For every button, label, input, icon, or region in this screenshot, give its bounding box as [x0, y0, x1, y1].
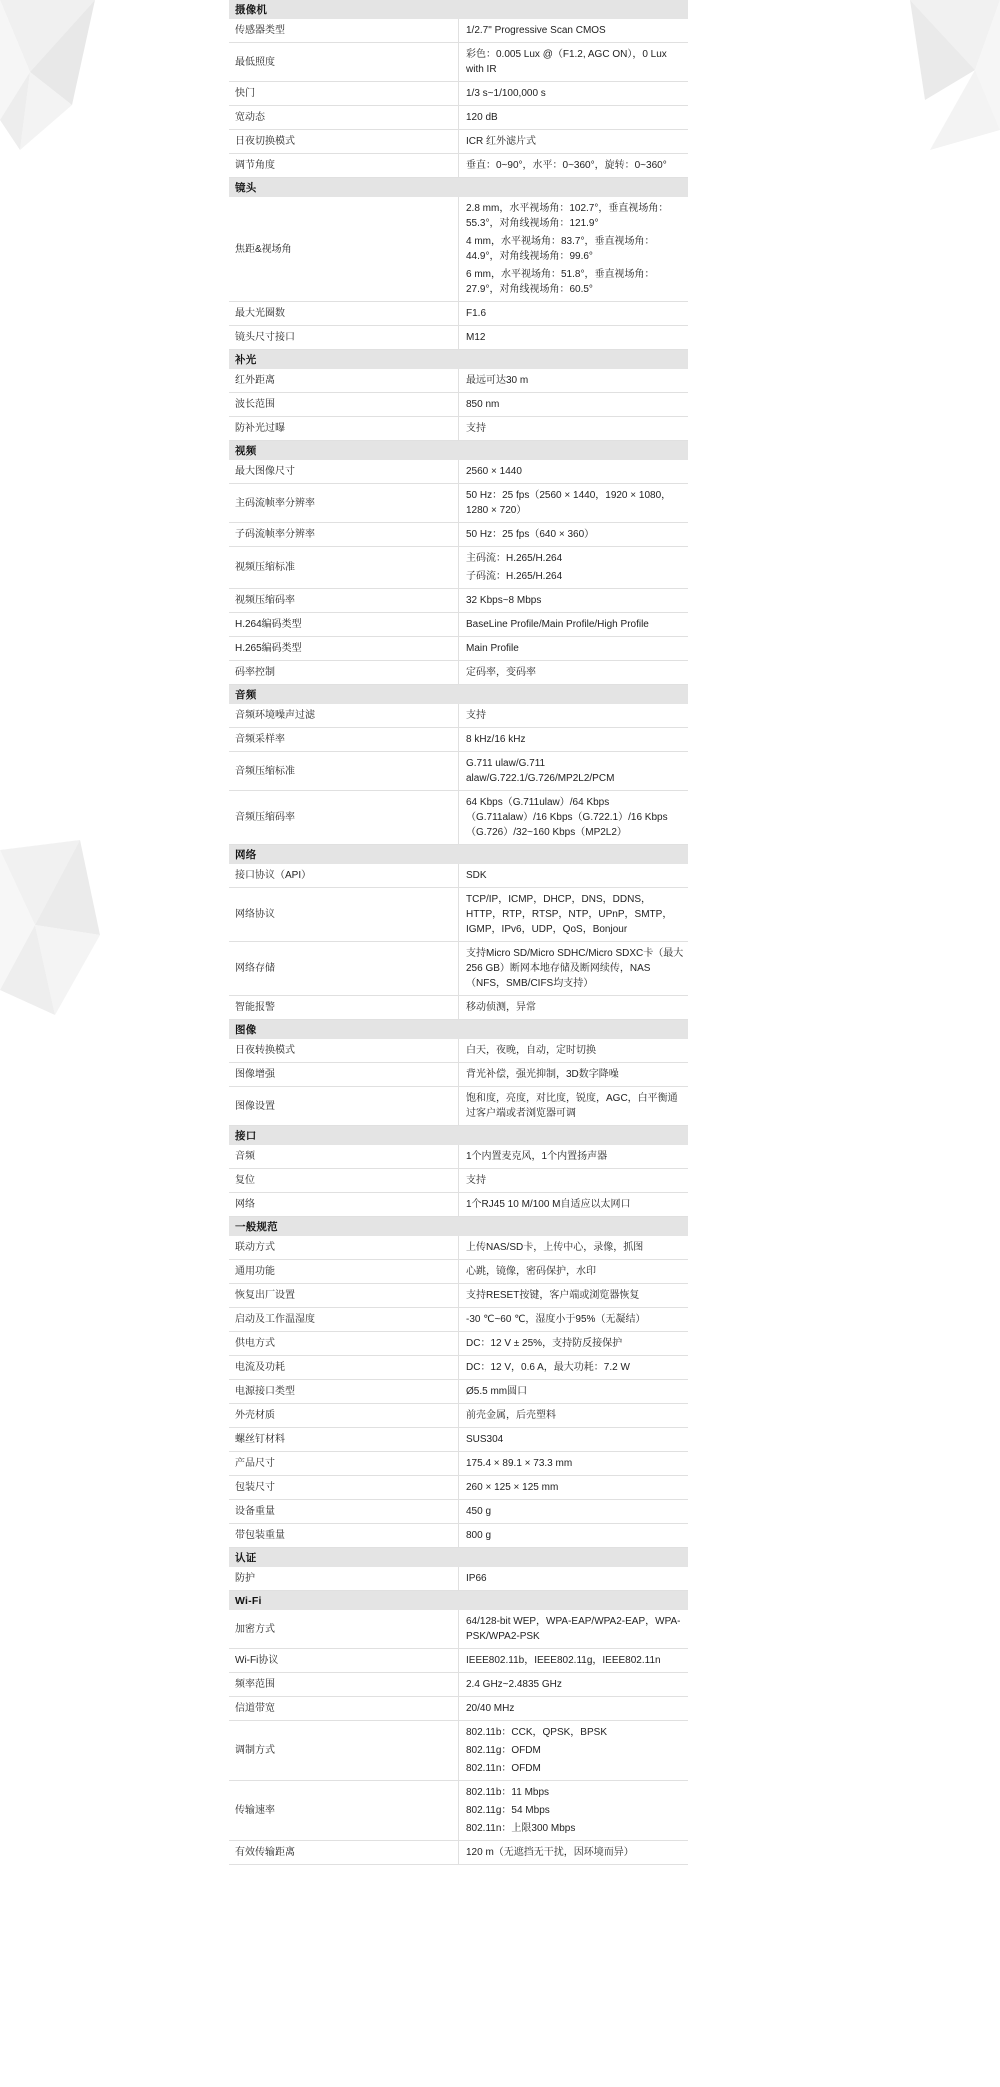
- spec-row: [229, 417, 688, 441]
- spec-row: [229, 1039, 688, 1063]
- section-title: 认证: [229, 1548, 688, 1568]
- spec-row: [229, 523, 688, 547]
- spec-key: 智能报警: [229, 996, 459, 1020]
- spec-value: [459, 637, 689, 661]
- spec-key: 最大光圈数: [229, 302, 459, 326]
- spec-key: Wi-Fi协议: [229, 1649, 459, 1673]
- spec-value-line: 主码流：H.265/H.264: [466, 553, 563, 564]
- spec-key: 联动方式: [229, 1236, 459, 1260]
- spec-row: [229, 613, 688, 637]
- spec-value-line: 支持: [466, 423, 486, 434]
- spec-row: [229, 1567, 688, 1591]
- spec-value: [459, 1721, 689, 1781]
- spec-key: 通用功能: [229, 1260, 459, 1284]
- section-title: 补光: [229, 350, 688, 370]
- spec-row: [229, 1697, 688, 1721]
- spec-value-line: 彩色：0.005 Lux @（F1.2, AGC ON），0 Lux with IR: [466, 49, 667, 75]
- section-header-audio: [229, 685, 688, 705]
- section-header-network: [229, 845, 688, 865]
- spec-key: 焦距&视场角: [229, 197, 459, 302]
- spec-row: [229, 1380, 688, 1404]
- spec-value-line: 前壳金属，后壳塑料: [466, 1410, 556, 1421]
- spec-value-line: 175.4 × 89.1 × 73.3 mm: [466, 1458, 573, 1469]
- specification-table-body: [229, 0, 688, 1865]
- spec-value-line: 64/128-bit WEP，WPA-EAP/WPA2-EAP，WPA-PSK/WPA2-PSK: [466, 1616, 681, 1642]
- section-title: 摄像机: [229, 0, 688, 19]
- spec-value-line: 1/3 s~1/100,000 s: [466, 88, 546, 99]
- spec-value-line: 饱和度，亮度，对比度，锐度，AGC，白平衡通过客户端或者浏览器可调: [466, 1093, 678, 1119]
- spec-value: [459, 1841, 689, 1865]
- spec-row: [229, 484, 688, 523]
- spec-row: [229, 1193, 688, 1217]
- spec-key: 音频采样率: [229, 728, 459, 752]
- spec-key: 音频环境噪声过滤: [229, 704, 459, 728]
- spec-value: [459, 460, 689, 484]
- spec-value-line: 背光补偿，强光抑制，3D数字降噪: [466, 1069, 619, 1080]
- spec-key: 最低照度: [229, 43, 459, 82]
- spec-value-line: 1/2.7" Progressive Scan CMOS: [466, 25, 606, 36]
- spec-key: H.265编码类型: [229, 637, 459, 661]
- spec-value-line: 移动侦测，异常: [466, 1002, 536, 1013]
- spec-value-line: 802.11b：CCK，QPSK，BPSK: [466, 1727, 607, 1738]
- spec-key: 红外距离: [229, 369, 459, 393]
- spec-value: [459, 1610, 689, 1649]
- spec-value-line: 120 m（无遮挡无干扰，因环境而异）: [466, 1847, 634, 1858]
- spec-value-line: 支持RESET按键，客户端或浏览器恢复: [466, 1290, 640, 1301]
- spec-row: [229, 1610, 688, 1649]
- decorative-polygon-top-right: [870, 0, 1000, 160]
- spec-key: 码率控制: [229, 661, 459, 685]
- section-title: Wi-Fi: [229, 1591, 688, 1611]
- spec-row: [229, 1673, 688, 1697]
- spec-value: [459, 1260, 689, 1284]
- section-header-general: [229, 1217, 688, 1237]
- section-header-image: [229, 1020, 688, 1040]
- spec-value: [459, 393, 689, 417]
- spec-key: 网络协议: [229, 888, 459, 942]
- spec-row: [229, 154, 688, 178]
- spec-key: 波长范围: [229, 393, 459, 417]
- spec-key: 电源接口类型: [229, 1380, 459, 1404]
- spec-value: [459, 43, 689, 82]
- spec-row: [229, 1308, 688, 1332]
- spec-value-line: 支持: [466, 710, 486, 721]
- spec-key: 外壳材质: [229, 1404, 459, 1428]
- spec-key: 传输速率: [229, 1781, 459, 1841]
- spec-row: [229, 1356, 688, 1380]
- spec-row: [229, 19, 688, 43]
- spec-row: [229, 996, 688, 1020]
- spec-value-line: 50 Hz：25 fps（2560 × 1440，1920 × 1080，1280 × 720）: [466, 490, 672, 516]
- spec-key: 螺丝钉材料: [229, 1428, 459, 1452]
- spec-row: [229, 791, 688, 845]
- spec-value: [459, 154, 689, 178]
- spec-key: 网络存储: [229, 942, 459, 996]
- spec-row: [229, 43, 688, 82]
- spec-value-line: M12: [466, 332, 486, 343]
- spec-value: [459, 613, 689, 637]
- spec-value: [459, 484, 689, 523]
- spec-row: [229, 1428, 688, 1452]
- section-header-camera: [229, 0, 688, 19]
- spec-value-line: 心跳，镜像，密码保护，水印: [466, 1266, 596, 1277]
- spec-key: 音频压缩标准: [229, 752, 459, 791]
- spec-value-line: 6 mm，水平视场角：51.8°，垂直视场角：27.9°，对角线视场角：60.5°: [466, 269, 655, 295]
- spec-row: [229, 460, 688, 484]
- section-title: 网络: [229, 845, 688, 865]
- section-header-wifi: [229, 1591, 688, 1611]
- spec-row: [229, 1841, 688, 1865]
- spec-value-line: 2.4 GHz~2.4835 GHz: [466, 1679, 562, 1690]
- spec-key: 视频压缩码率: [229, 589, 459, 613]
- spec-key: 传感器类型: [229, 19, 459, 43]
- spec-row: [229, 1087, 688, 1126]
- section-header-certification: [229, 1548, 688, 1568]
- spec-value: [459, 326, 689, 350]
- spec-value-line: DC：12 V ± 25%，支持防反接保护: [466, 1338, 623, 1349]
- spec-value: [459, 197, 689, 302]
- spec-value: [459, 1404, 689, 1428]
- spec-value: [459, 19, 689, 43]
- spec-value: [459, 1193, 689, 1217]
- spec-value-line: SUS304: [466, 1434, 504, 1445]
- spec-key: 音频压缩码率: [229, 791, 459, 845]
- spec-row: [229, 637, 688, 661]
- spec-key: 子码流帧率分辨率: [229, 523, 459, 547]
- spec-value-line: F1.6: [466, 308, 487, 319]
- spec-value: [459, 1039, 689, 1063]
- spec-value: [459, 1380, 689, 1404]
- spec-value: [459, 369, 689, 393]
- spec-key: 供电方式: [229, 1332, 459, 1356]
- spec-value-line: ICR 红外滤片式: [466, 136, 536, 147]
- spec-value-line: 上传NAS/SD卡，上传中心，录像，抓图: [466, 1242, 644, 1253]
- spec-key: 有效传输距离: [229, 1841, 459, 1865]
- spec-value-line: 802.11g：54 Mbps: [466, 1805, 550, 1816]
- spec-row: [229, 1145, 688, 1169]
- section-header-interface: [229, 1126, 688, 1146]
- spec-value: [459, 996, 689, 1020]
- spec-value: [459, 752, 689, 791]
- section-title: 视频: [229, 441, 688, 461]
- spec-key: 最大图像尺寸: [229, 460, 459, 484]
- spec-value-line: 802.11g：OFDM: [466, 1745, 541, 1756]
- spec-key: 恢复出厂设置: [229, 1284, 459, 1308]
- spec-value-line: 2560 × 1440: [466, 466, 522, 477]
- spec-value-line: 120 dB: [466, 112, 498, 123]
- section-title: 音频: [229, 685, 688, 705]
- spec-row: [229, 369, 688, 393]
- spec-row: [229, 888, 688, 942]
- section-title: 图像: [229, 1020, 688, 1040]
- spec-key: 主码流帧率分辨率: [229, 484, 459, 523]
- spec-value-line: 50 Hz：25 fps（640 × 360）: [466, 529, 595, 540]
- spec-value-line: 800 g: [466, 1530, 492, 1541]
- specification-table: [229, 0, 688, 1865]
- spec-value-line: IEEE802.11b，IEEE802.11g，IEEE802.11n: [466, 1655, 661, 1666]
- spec-value: [459, 1781, 689, 1841]
- spec-value: [459, 1428, 689, 1452]
- spec-value-line: 20/40 MHz: [466, 1703, 515, 1714]
- spec-value: [459, 1356, 689, 1380]
- spec-row: [229, 728, 688, 752]
- spec-key: 宽动态: [229, 106, 459, 130]
- spec-row: [229, 302, 688, 326]
- spec-key: H.264编码类型: [229, 613, 459, 637]
- spec-value: [459, 864, 689, 888]
- spec-value-line: SDK: [466, 870, 487, 881]
- spec-value-line: BaseLine Profile/Main Profile/High Profile: [466, 619, 649, 630]
- spec-row: [229, 393, 688, 417]
- spec-value: [459, 1500, 689, 1524]
- spec-row: [229, 1284, 688, 1308]
- spec-value-line: 垂直：0~90°，水平：0~360°，旋转：0~360°: [466, 160, 667, 171]
- spec-key: 频率范围: [229, 1673, 459, 1697]
- section-title: 接口: [229, 1126, 688, 1146]
- spec-value: [459, 1087, 689, 1126]
- spec-row: [229, 547, 688, 589]
- spec-row: [229, 1781, 688, 1841]
- spec-row: [229, 130, 688, 154]
- spec-row: [229, 942, 688, 996]
- spec-value: [459, 1649, 689, 1673]
- spec-value-line: 802.11n：OFDM: [466, 1763, 541, 1774]
- decorative-polygon-top-left: [0, 0, 120, 150]
- spec-row: [229, 661, 688, 685]
- spec-value-line: IP66: [466, 1573, 487, 1584]
- spec-row: [229, 1332, 688, 1356]
- spec-key: 设备重量: [229, 1500, 459, 1524]
- section-title: 一般规范: [229, 1217, 688, 1237]
- spec-value-line: -30 ℃~60 ℃，湿度小于95%（无凝结）: [466, 1314, 646, 1325]
- spec-row: [229, 704, 688, 728]
- spec-row: [229, 1063, 688, 1087]
- spec-row: [229, 82, 688, 106]
- spec-value: [459, 1063, 689, 1087]
- spec-row: [229, 1236, 688, 1260]
- spec-value-line: 64 Kbps（G.711ulaw）/64 Kbps（G.711alaw）/16 Kbps（G.722.1）/16 Kbps（G.726）/32~160 Kbps（MP2L2）: [466, 797, 668, 838]
- spec-key: 信道带宽: [229, 1697, 459, 1721]
- spec-value: [459, 942, 689, 996]
- spec-row: [229, 1500, 688, 1524]
- spec-value: [459, 1236, 689, 1260]
- spec-key: 接口协议（API）: [229, 864, 459, 888]
- spec-row: [229, 1649, 688, 1673]
- section-header-illumination: [229, 350, 688, 370]
- spec-value: [459, 1308, 689, 1332]
- spec-value: [459, 589, 689, 613]
- section-header-video: [229, 441, 688, 461]
- spec-row: [229, 1260, 688, 1284]
- spec-value: [459, 1452, 689, 1476]
- spec-key: 调制方式: [229, 1721, 459, 1781]
- spec-value-line: 1个内置麦克风，1个内置扬声器: [466, 1151, 608, 1162]
- spec-value-line: 450 g: [466, 1506, 492, 1517]
- spec-value-line: 支持: [466, 1175, 486, 1186]
- spec-value: [459, 661, 689, 685]
- spec-row: [229, 1721, 688, 1781]
- spec-value-line: 850 nm: [466, 399, 500, 410]
- spec-key: 调节角度: [229, 154, 459, 178]
- spec-value: [459, 82, 689, 106]
- spec-key: 网络: [229, 1193, 459, 1217]
- spec-value: [459, 302, 689, 326]
- spec-key: 加密方式: [229, 1610, 459, 1649]
- spec-value-line: 支持Micro SD/Micro SDHC/Micro SDXC卡（最大256 GB）断网本地存储及断网续传，NAS（NFS，SMB/CIFS均支持）: [466, 948, 684, 989]
- spec-value: [459, 1169, 689, 1193]
- spec-value: [459, 106, 689, 130]
- spec-value-line: 最远可达30 m: [466, 375, 529, 386]
- spec-value: [459, 1145, 689, 1169]
- spec-value: [459, 888, 689, 942]
- spec-key: 视频压缩标准: [229, 547, 459, 589]
- spec-value: [459, 1673, 689, 1697]
- spec-value: [459, 1697, 689, 1721]
- spec-value-line: 子码流：H.265/H.264: [466, 571, 563, 582]
- spec-value-line: 2.8 mm，水平视场角：102.7°，垂直视场角：55.3°，对角线视场角：121.9°: [466, 203, 669, 229]
- spec-key: 启动及工作温湿度: [229, 1308, 459, 1332]
- spec-value-line: 260 × 125 × 125 mm: [466, 1482, 559, 1493]
- spec-key: 防护: [229, 1567, 459, 1591]
- spec-key: 复位: [229, 1169, 459, 1193]
- spec-row: [229, 1169, 688, 1193]
- spec-row: [229, 1476, 688, 1500]
- spec-value-line: 定码率，变码率: [466, 667, 536, 678]
- spec-value-line: G.711 ulaw/G.711 alaw/G.722.1/G.726/MP2L2/PCM: [466, 758, 615, 784]
- spec-row: [229, 1452, 688, 1476]
- spec-value: [459, 728, 689, 752]
- decorative-polygon-mid-left: [0, 840, 115, 1030]
- spec-value: [459, 523, 689, 547]
- spec-row: [229, 197, 688, 302]
- spec-value-line: 802.11n：上限300 Mbps: [466, 1823, 576, 1834]
- spec-value-line: Ø5.5 mm圆口: [466, 1386, 528, 1397]
- spec-value: [459, 417, 689, 441]
- spec-row: [229, 106, 688, 130]
- spec-row: [229, 589, 688, 613]
- spec-value: [459, 791, 689, 845]
- spec-key: 产品尺寸: [229, 1452, 459, 1476]
- spec-value: [459, 547, 689, 589]
- section-title: 镜头: [229, 178, 688, 198]
- spec-value-line: TCP/IP，ICMP，DHCP，DNS，DDNS，HTTP，RTP，RTSP，NTP，UPnP，SMTP，IGMP，IPv6，UDP，QoS，Bonjour: [466, 894, 673, 935]
- spec-key: 快门: [229, 82, 459, 106]
- spec-value-line: Main Profile: [466, 643, 519, 654]
- spec-value-line: 32 Kbps~8 Mbps: [466, 595, 542, 606]
- spec-value: [459, 1284, 689, 1308]
- spec-value-line: 白天，夜晚，自动，定时切换: [466, 1045, 596, 1056]
- spec-key: 日夜切换模式: [229, 130, 459, 154]
- spec-row: [229, 1404, 688, 1428]
- spec-value: [459, 130, 689, 154]
- spec-key: 音频: [229, 1145, 459, 1169]
- spec-value: [459, 1524, 689, 1548]
- spec-key: 电流及功耗: [229, 1356, 459, 1380]
- spec-key: 防补光过曝: [229, 417, 459, 441]
- spec-key: 日夜转换模式: [229, 1039, 459, 1063]
- spec-key: 镜头尺寸接口: [229, 326, 459, 350]
- spec-key: 包装尺寸: [229, 1476, 459, 1500]
- spec-value-line: 8 kHz/16 kHz: [466, 734, 526, 745]
- spec-value-line: 1个RJ45 10 M/100 M自适应以太网口: [466, 1199, 631, 1210]
- spec-row: [229, 752, 688, 791]
- spec-value: [459, 1567, 689, 1591]
- spec-value-line: 4 mm，水平视场角：83.7°，垂直视场角：44.9°，对角线视场角：99.6°: [466, 236, 655, 262]
- spec-value-line: 802.11b：11 Mbps: [466, 1787, 550, 1798]
- spec-row: [229, 1524, 688, 1548]
- spec-value: [459, 1332, 689, 1356]
- spec-value: [459, 1476, 689, 1500]
- spec-key: 图像设置: [229, 1087, 459, 1126]
- spec-row: [229, 864, 688, 888]
- spec-key: 图像增强: [229, 1063, 459, 1087]
- section-header-lens: [229, 178, 688, 198]
- spec-value-line: DC：12 V，0.6 A，最大功耗：7.2 W: [466, 1362, 630, 1373]
- spec-row: [229, 326, 688, 350]
- spec-value: [459, 704, 689, 728]
- spec-key: 带包装重量: [229, 1524, 459, 1548]
